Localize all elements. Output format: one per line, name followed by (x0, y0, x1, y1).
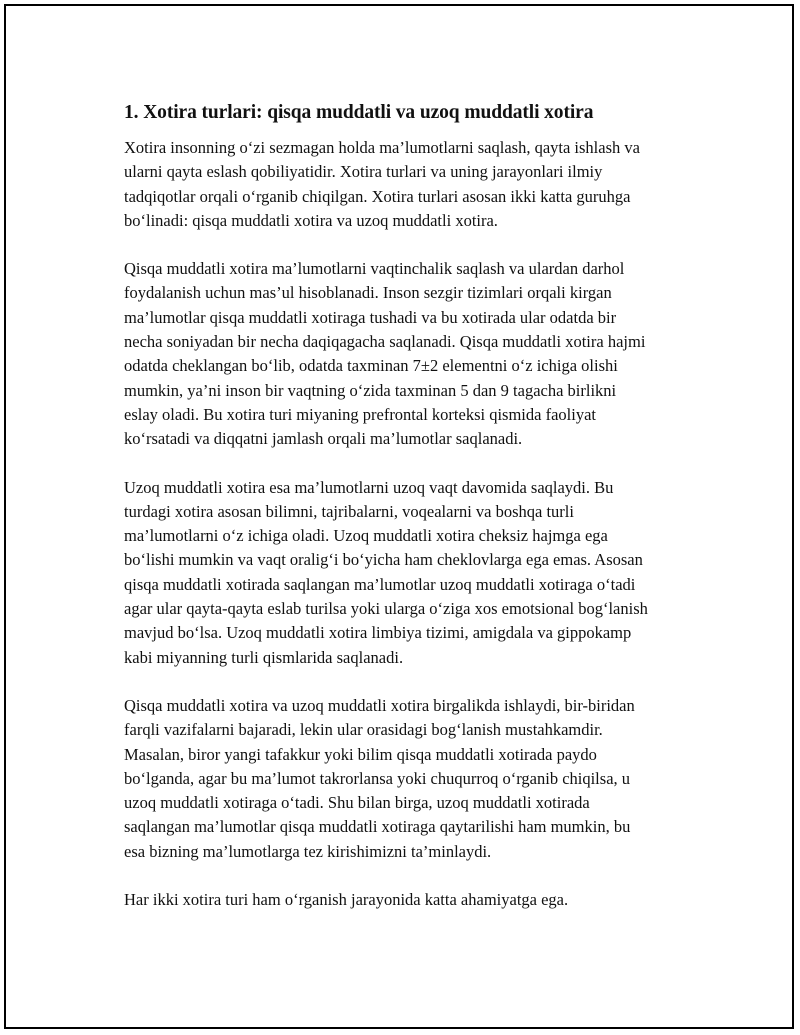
document-body (124, 100, 654, 912)
section-heading: 1. Xotira turlari: qisqa muddatli va uzoq muddatli xotira (124, 102, 594, 123)
paragraph-intro: Xotira insonning o‘zi sezmagan holda ma’lumotlarni saqlash, qayta ishlash va ularni qayta eslash qobiliyatidir. Xotira turlari va uning jarayonlari ilmiy tadqiqotlar orqali o‘rganib chiqilgan. Xotira turlari asosan ikki katta guruhga bo‘linadi: qisqa muddatli xotira va uzoq muddatli xotira. (124, 138, 640, 230)
paragraph-interaction: Qisqa muddatli xotira va uzoq muddatli xotira birgalikda ishlaydi, bir-biridan farqli vazifalarni bajaradi, lekin ular orasidagi bog‘lanish mustahkamdir. Masalan, biror yangi tafakkur yoki bilim qisqa muddatli xotirada paydo bo‘lganda, agar bu ma’lumot takrorlansa yoki chuqurroq o‘rganib chiqilsa, u uzoq muddatli xotiraga o‘tadi. Shu bilan birga, uzoq muddatli xotirada saqlangan ma’lumotlar qisqa muddatli xotiraga qaytarilishi ham mumkin, bu esa bizning ma’lumotlarga tez kirishimizni ta’minlaydi. (124, 695, 635, 861)
paragraph-short-term-memory: Qisqa muddatli xotira ma’lumotlarni vaqtinchalik saqlash va ulardan darhol foydalanish uchun mas’ul hisoblanadi. Inson sezgir tizimlari orqali kirgan ma’lumotlar qisqa muddatli xotiraga tushadi va bu xotirada ular odatda bir necha soniyadan bir necha daqiqagacha saqlanadi. Qisqa muddatli xotira hajmi odatda cheklangan bo‘lib, odatda taxminan 7±2 elementni o‘z ichiga olishi mumkin, ya’ni inson bir vaqtning o‘zida taxminan 5 dan 9 tagacha birlikni eslay oladi. Bu xotira turi miyaning prefrontal korteksi qismida faoliyat ko‘rsatadi va diqqatni jamlash orqali ma’lumotlar saqlanadi. (124, 259, 646, 449)
page-frame (4, 4, 794, 1029)
paragraph-long-term-memory: Uzoq muddatli xotira esa ma’lumotlarni uzoq vaqt davomida saqlaydi. Bu turdagi xotira asosan bilimni, tajribalarni, voqealarni va boshqa turli ma’lumotlarni o‘z ichiga oladi. Uzoq muddatli xotira cheksiz hajmga ega bo‘lishi mumkin va vaqt oralig‘i bo‘yicha ham cheklovlarga ega emas. Asosan qisqa muddatli xotirada saqlangan ma’lumotlar uzoq muddatli xotiraga o‘tadi agar ular qayta-qayta eslab turilsa yoki ularga o‘ziga xos emotsional bog‘lanish mavjud bo‘lsa. Uzoq muddatli xotira limbiya tizimi, amigdala va gippokamp kabi miyanning turli qismlarida saqlanadi. (124, 477, 648, 667)
paragraph-conclusion: Har ikki xotira turi ham o‘rganish jarayonida katta ahamiyatga ega. (124, 890, 569, 910)
